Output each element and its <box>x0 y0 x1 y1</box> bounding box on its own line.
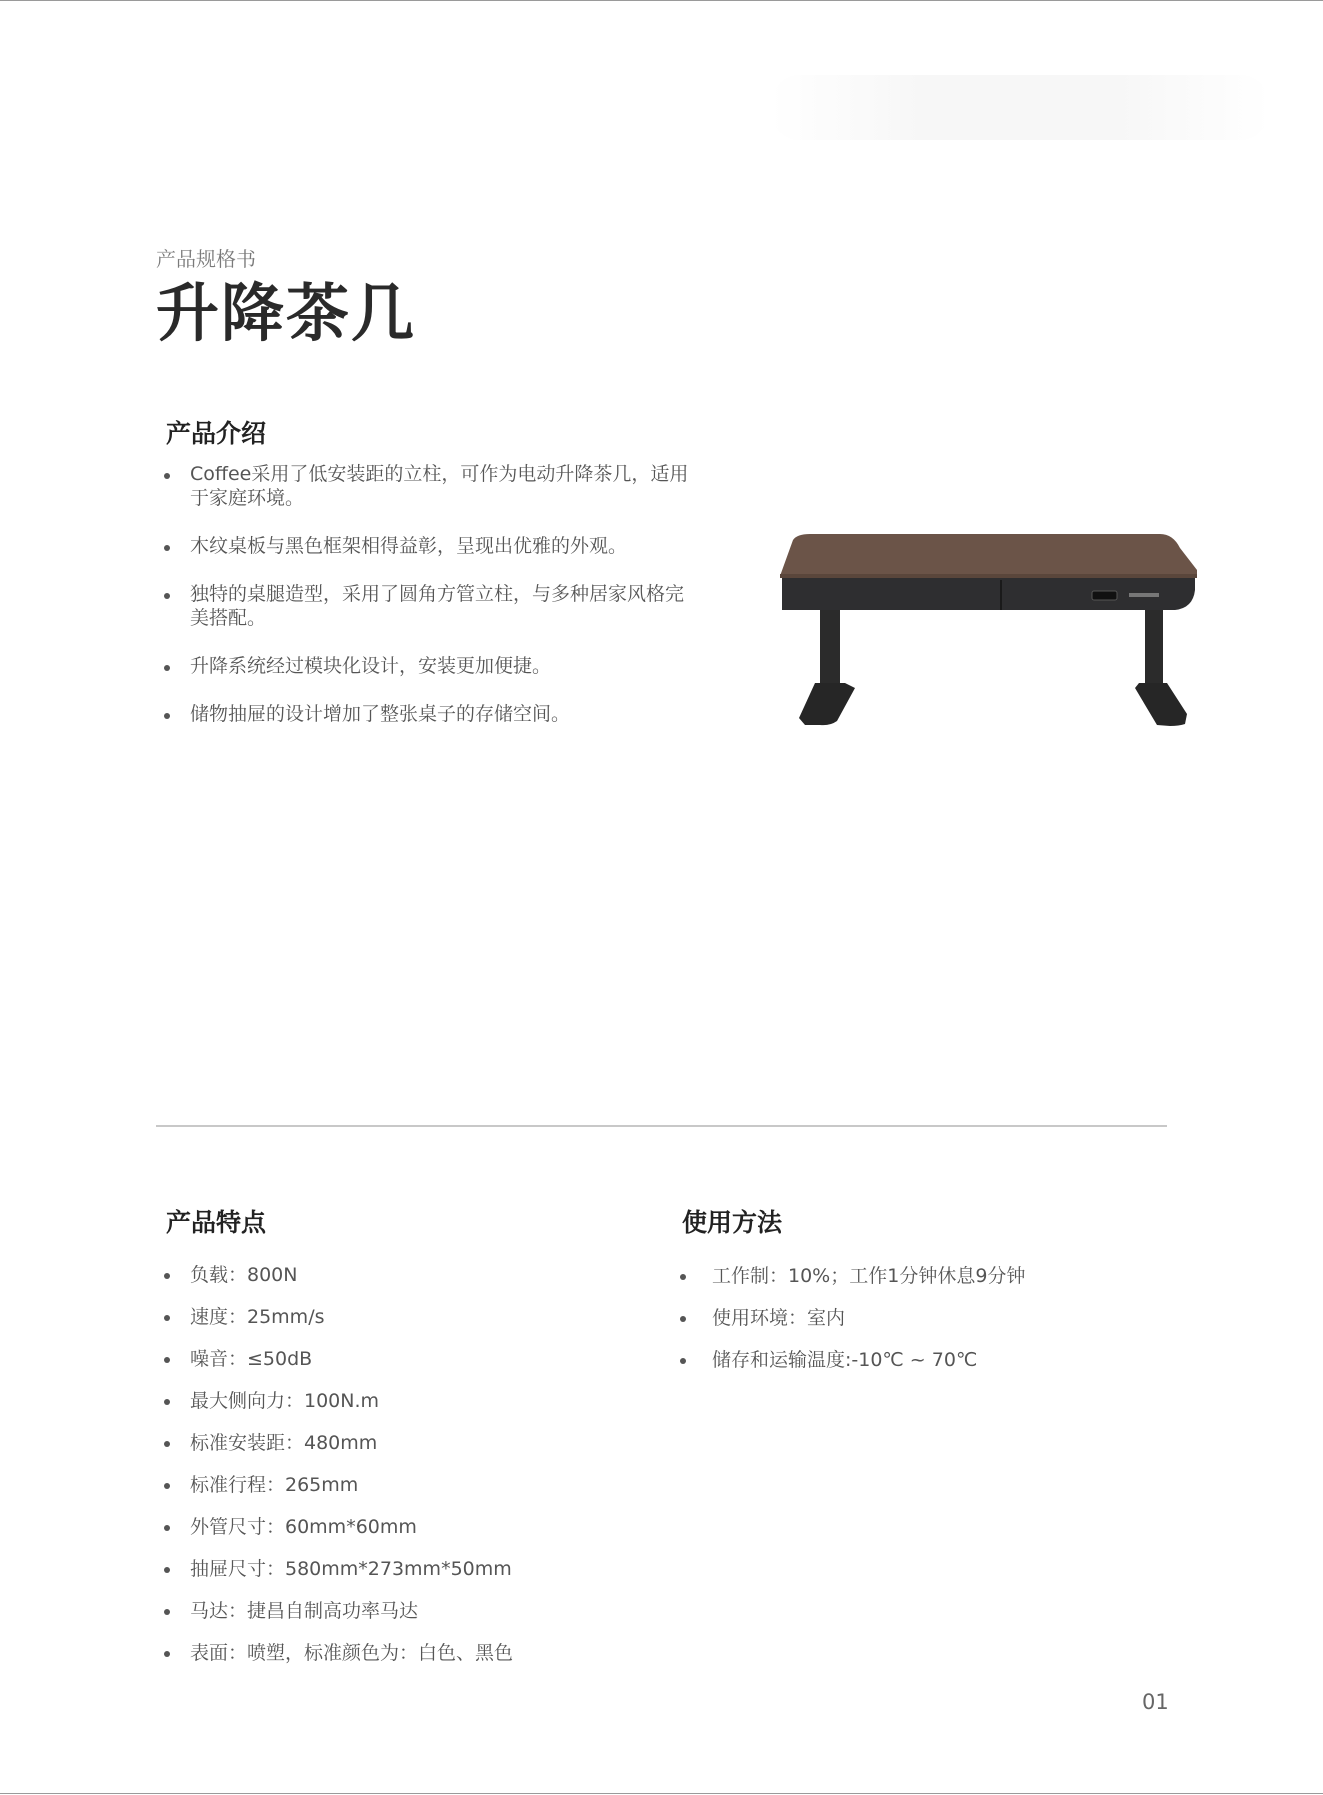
intro-list <box>156 462 696 750</box>
list-item: 速度：25mm/s <box>156 1304 656 1330</box>
list-item: 抽屉尺寸：580mm*273mm*50mm <box>156 1556 656 1582</box>
list-item: 木纹桌板与黑色框架相得益彰，呈现出优雅的外观。 <box>156 534 696 558</box>
doc-subtitle: 产品规格书 <box>156 247 256 271</box>
list-item: 标准安装距：480mm <box>156 1430 656 1456</box>
usb-port <box>1092 591 1117 600</box>
features-heading: 产品特点 <box>166 1208 267 1237</box>
header-banner-shade <box>770 75 1270 140</box>
bottom-border <box>0 1793 1323 1794</box>
table-top-edge <box>780 574 1197 578</box>
right-leg <box>1145 610 1163 690</box>
list-item: 马达：捷昌自制高功率马达 <box>156 1598 656 1624</box>
list-item: 独特的桌腿造型，采用了圆角方管立柱，与多种居家风格完美搭配。 <box>156 582 696 630</box>
list-item: 负载：800N <box>156 1262 656 1288</box>
page-title: 升降茶几 <box>156 277 416 350</box>
table-top <box>780 534 1197 576</box>
intro-heading: 产品介绍 <box>166 419 267 448</box>
list-item: 标准行程：265mm <box>156 1472 656 1498</box>
left-foot <box>799 683 855 725</box>
right-foot <box>1135 683 1187 726</box>
usage-heading: 使用方法 <box>682 1208 783 1237</box>
list-item: 噪音：≤50dB <box>156 1346 656 1372</box>
list-item: 使用环境：室内 <box>672 1305 1192 1331</box>
top-border <box>0 0 1323 1</box>
list-item: 外管尺寸：60mm*60mm <box>156 1514 656 1540</box>
list-item: 储物抽屉的设计增加了整张桌子的存储空间。 <box>156 702 696 726</box>
list-item: 储存和运输温度:-10℃ ~ 70℃ <box>672 1347 1192 1373</box>
section-divider <box>156 1125 1167 1127</box>
page-number: 01 <box>1142 1690 1169 1714</box>
left-leg <box>820 610 840 690</box>
list-item: 表面：喷塑，标准颜色为：白色、黑色 <box>156 1640 656 1666</box>
lift-table-image <box>775 528 1200 733</box>
logo-mark <box>1129 593 1159 597</box>
list-item: 升降系统经过模块化设计，安装更加便捷。 <box>156 654 696 678</box>
features-list <box>156 1262 656 1682</box>
usage-list <box>672 1263 1192 1389</box>
list-item: 最大侧向力：100N.m <box>156 1388 656 1414</box>
list-item: Coffee采用了低安装距的立柱，可作为电动升降茶几，适用于家庭环境。 <box>156 462 696 510</box>
list-item: 工作制：10%；工作1分钟休息9分钟 <box>672 1263 1192 1289</box>
